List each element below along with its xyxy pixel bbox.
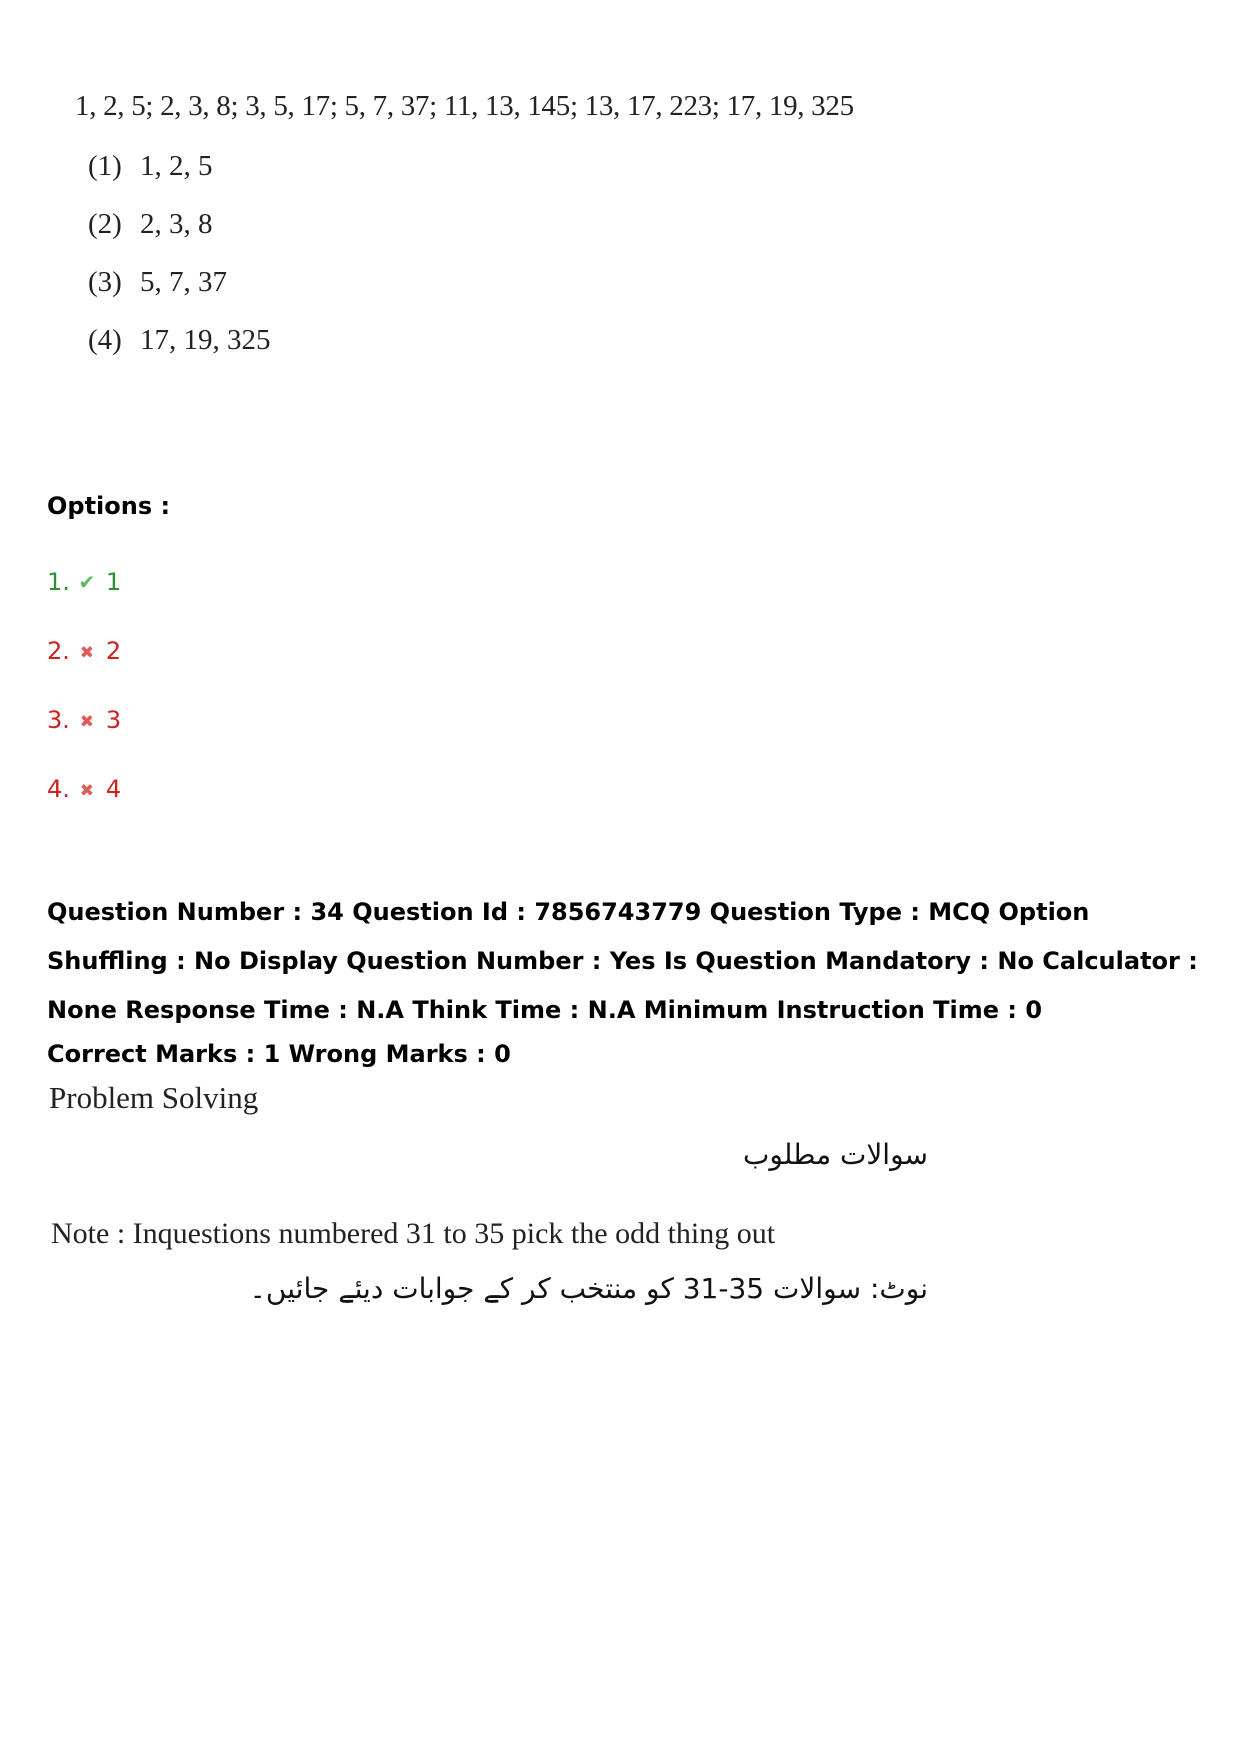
choice-text: 1, 2, 5 xyxy=(140,150,213,182)
choice-number: (3) xyxy=(88,266,122,298)
instruction-note: Note : Inquestions numbered 31 to 35 pick the odd thing out xyxy=(51,1217,776,1250)
choice-text: 2, 3, 8 xyxy=(140,208,213,240)
option-number: 4. xyxy=(47,775,70,803)
question-marks: Correct Marks : 1 Wrong Marks : 0 xyxy=(47,1040,511,1068)
question-choice-1 xyxy=(88,150,213,183)
choice-number: (2) xyxy=(88,208,122,240)
question-choice-3 xyxy=(88,266,227,299)
option-value: 2 xyxy=(105,637,122,665)
option-value: 1 xyxy=(105,568,122,596)
cross-icon: ✖ xyxy=(79,643,95,663)
question-series: 1, 2, 5; 2, 3, 8; 3, 5, 17; 5, 7, 37; 11, 13, 145; 13, 17, 223; 17, 19, 325 xyxy=(75,90,854,122)
question-choice-2 xyxy=(88,208,213,241)
option-item-4 xyxy=(47,775,121,803)
choice-number: (1) xyxy=(88,150,122,182)
section-topic: Problem Solving xyxy=(49,1080,259,1115)
check-icon: ✔ xyxy=(78,570,96,594)
question-metadata: Question Number : 34 Question Id : 7856743779 Question Type : MCQ Option Shuffling : No Display Question Number : Yes Is Question Mandatory : No Calculator : None Response Time : N.A Think Time : N.A Minimum Instruction Time : 0 xyxy=(47,898,1198,1024)
option-number: 2. xyxy=(47,637,70,665)
option-item-3 xyxy=(47,706,121,734)
cross-icon: ✖ xyxy=(79,712,95,732)
urdu-heading: سوالات مطلوب xyxy=(743,1138,928,1171)
cross-icon: ✖ xyxy=(79,781,95,801)
option-item-2 xyxy=(47,637,121,665)
question-choice-4 xyxy=(88,324,271,357)
option-value: 3 xyxy=(105,706,122,734)
choice-text: 17, 19, 325 xyxy=(140,324,271,356)
choice-text: 5, 7, 37 xyxy=(140,266,227,298)
options-label: Options : xyxy=(47,492,171,520)
choice-number: (4) xyxy=(88,324,122,356)
option-number: 1. xyxy=(47,568,70,596)
option-number: 3. xyxy=(47,706,70,734)
urdu-note: نوٹ: سوالات 35-31 کو منتخب کر کے جوابات دیئے جائیں۔ xyxy=(249,1272,928,1305)
option-value: 4 xyxy=(105,775,122,803)
option-item-1 xyxy=(47,568,121,596)
